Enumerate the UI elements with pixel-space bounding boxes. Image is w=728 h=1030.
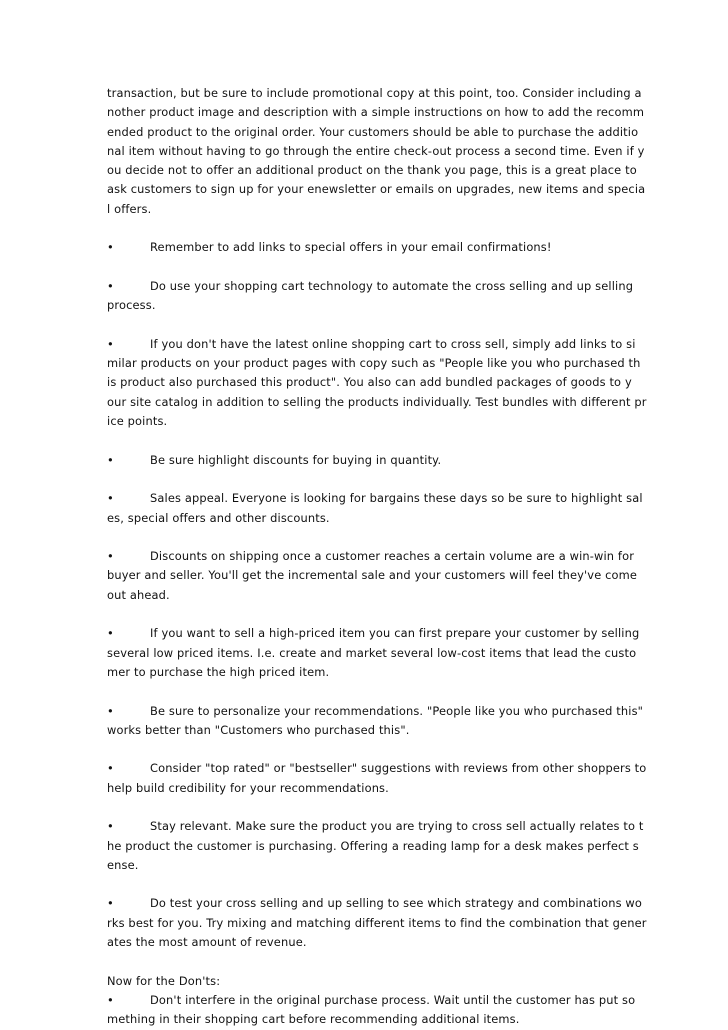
text-line xyxy=(107,837,639,856)
bullet-text: Discounts on shipping once a customer reaches a certain volume are a win-win for xyxy=(150,549,635,564)
text-line: l offers. xyxy=(107,201,152,216)
bullet-item xyxy=(107,335,647,431)
bullet-text: Be sure to personalize your recommendations. "People like you who purchased this" xyxy=(150,703,644,718)
bullet-item xyxy=(107,547,638,605)
text-line xyxy=(107,779,627,798)
bullet-text: Do test your cross selling and up selling to see which strategy and combinations wo xyxy=(150,896,643,911)
text-line xyxy=(107,894,643,913)
bullet-item xyxy=(107,817,644,875)
text-line xyxy=(107,547,635,566)
bullet-item xyxy=(107,489,643,528)
bullet-text: Sales appeal. Everyone is looking for bargains these days so be sure to highlight sal xyxy=(150,491,643,506)
text-line xyxy=(107,277,634,296)
text-line xyxy=(107,373,632,392)
bullet-text: works better than "Customers who purchased this". xyxy=(107,722,410,737)
bullet-icon: • xyxy=(107,452,114,467)
text-line xyxy=(107,721,627,740)
text-line xyxy=(107,586,627,605)
bullet-item xyxy=(107,759,647,798)
bullet-text: es, special offers and other discounts. xyxy=(107,510,330,525)
bullet-item xyxy=(107,702,644,741)
bullet-text: help build credibility for your recommendations. xyxy=(107,780,389,795)
bullet-text: Consider "top rated" or "bestseller" suggestions with reviews from other shoppers to xyxy=(150,761,647,776)
bullet-icon: • xyxy=(107,491,114,506)
text-line xyxy=(107,296,627,315)
text-line xyxy=(107,991,636,1010)
bullet-icon: • xyxy=(107,896,114,911)
text-line xyxy=(107,566,638,585)
text-line xyxy=(107,914,647,933)
bullet-item xyxy=(107,451,627,470)
bullet-text: ense. xyxy=(107,857,139,872)
text-line xyxy=(107,509,627,528)
bullet-text: Remember to add links to special offers in your email confirmations! xyxy=(150,240,552,255)
text-line xyxy=(107,933,627,952)
bullet-text: ice points. xyxy=(107,414,168,429)
text-line: ou decide not to offer an additional product on the thank you page, this is a great place to xyxy=(107,163,637,178)
document-page xyxy=(107,84,647,1030)
bullet-text: out ahead. xyxy=(107,587,170,602)
bullet-text: he product the customer is purchasing. Offering a reading lamp for a desk makes perfect s xyxy=(107,838,639,853)
bullet-icon: • xyxy=(107,992,114,1007)
bullet-item xyxy=(107,894,647,952)
bullet-item xyxy=(107,277,634,316)
bullet-icon: • xyxy=(107,761,114,776)
bullet-icon: • xyxy=(107,703,114,718)
bullet-text: process. xyxy=(107,298,156,313)
text-line xyxy=(107,238,627,257)
bullet-text: Don't interfere in the original purchase process. Wait until the customer has put so xyxy=(150,992,636,1007)
text-line xyxy=(107,354,641,373)
text-line: ask customers to sign up for your enewsletter or emails on upgrades, new items and specia xyxy=(107,182,646,197)
bullet-text: If you don't have the latest online shopping cart to cross sell, simply add links to si xyxy=(150,336,636,351)
text-line xyxy=(107,393,647,412)
text-line xyxy=(107,412,627,431)
bullet-text: ates the most amount of revenue. xyxy=(107,935,307,950)
text-line: nother product image and description with a simple instructions on how to add the recomm xyxy=(107,105,645,120)
bullet-icon: • xyxy=(107,240,114,255)
donts-section xyxy=(107,972,636,1030)
text-line: nal item without having to go through the entire check-out process a second time. Even if y xyxy=(107,143,645,158)
bullet-item xyxy=(107,238,627,257)
bullet-text: milar products on your product pages with copy such as "People like you who purchased th xyxy=(107,356,641,371)
bullet-icon: • xyxy=(107,819,114,834)
donts-heading: Now for the Don'ts: xyxy=(107,973,221,988)
bullet-icon: • xyxy=(107,549,114,564)
text-line xyxy=(107,856,627,875)
bullet-list xyxy=(107,238,647,952)
bullet-item xyxy=(107,991,636,1030)
bullet-text: is product also purchased this product". You also can add bundled packages of goods to y xyxy=(107,375,632,390)
bullet-text: mer to purchase the high priced item. xyxy=(107,664,330,679)
bullet-text: Stay relevant. Make sure the product you are trying to cross sell actually relates to t xyxy=(150,819,644,834)
text-line xyxy=(107,624,640,643)
bullet-text: buyer and seller. You'll get the incremental sale and your customers will feel they've come xyxy=(107,568,638,583)
bullet-text: several low priced items. I.e. create and market several low-cost items that lead the custo xyxy=(107,645,637,660)
text-line xyxy=(107,644,637,663)
text-line xyxy=(107,1010,627,1029)
bullet-text: mething in their shopping cart before recommending additional items. xyxy=(107,1012,520,1027)
text-line xyxy=(107,335,636,354)
text-line xyxy=(107,451,627,470)
text-line xyxy=(107,663,627,682)
bullet-text: Be sure highlight discounts for buying in quantity. xyxy=(150,452,442,467)
text-line xyxy=(107,702,644,721)
bullet-item xyxy=(107,624,640,682)
text-line xyxy=(107,489,643,508)
text-line: ended product to the original order. Your customers should be able to purchase the additio xyxy=(107,124,639,139)
bullet-text: Do use your shopping cart technology to automate the cross selling and up selling xyxy=(150,278,634,293)
donts-bullet-list xyxy=(107,991,636,1030)
bullet-text: our site catalog in addition to selling the products individually. Test bundles with different pr xyxy=(107,394,647,409)
intro-paragraph xyxy=(107,84,646,219)
bullet-icon: • xyxy=(107,626,114,641)
text-line xyxy=(107,759,647,778)
bullet-icon: • xyxy=(107,278,114,293)
bullet-icon: • xyxy=(107,336,114,351)
bullet-text: rks best for you. Try mixing and matching different items to find the combination that gener xyxy=(107,915,647,930)
text-line xyxy=(107,817,644,836)
text-line: transaction, but be sure to include promotional copy at this point, too. Consider including a xyxy=(107,86,642,100)
bullet-text: If you want to sell a high-priced item you can first prepare your customer by selling xyxy=(150,626,640,641)
